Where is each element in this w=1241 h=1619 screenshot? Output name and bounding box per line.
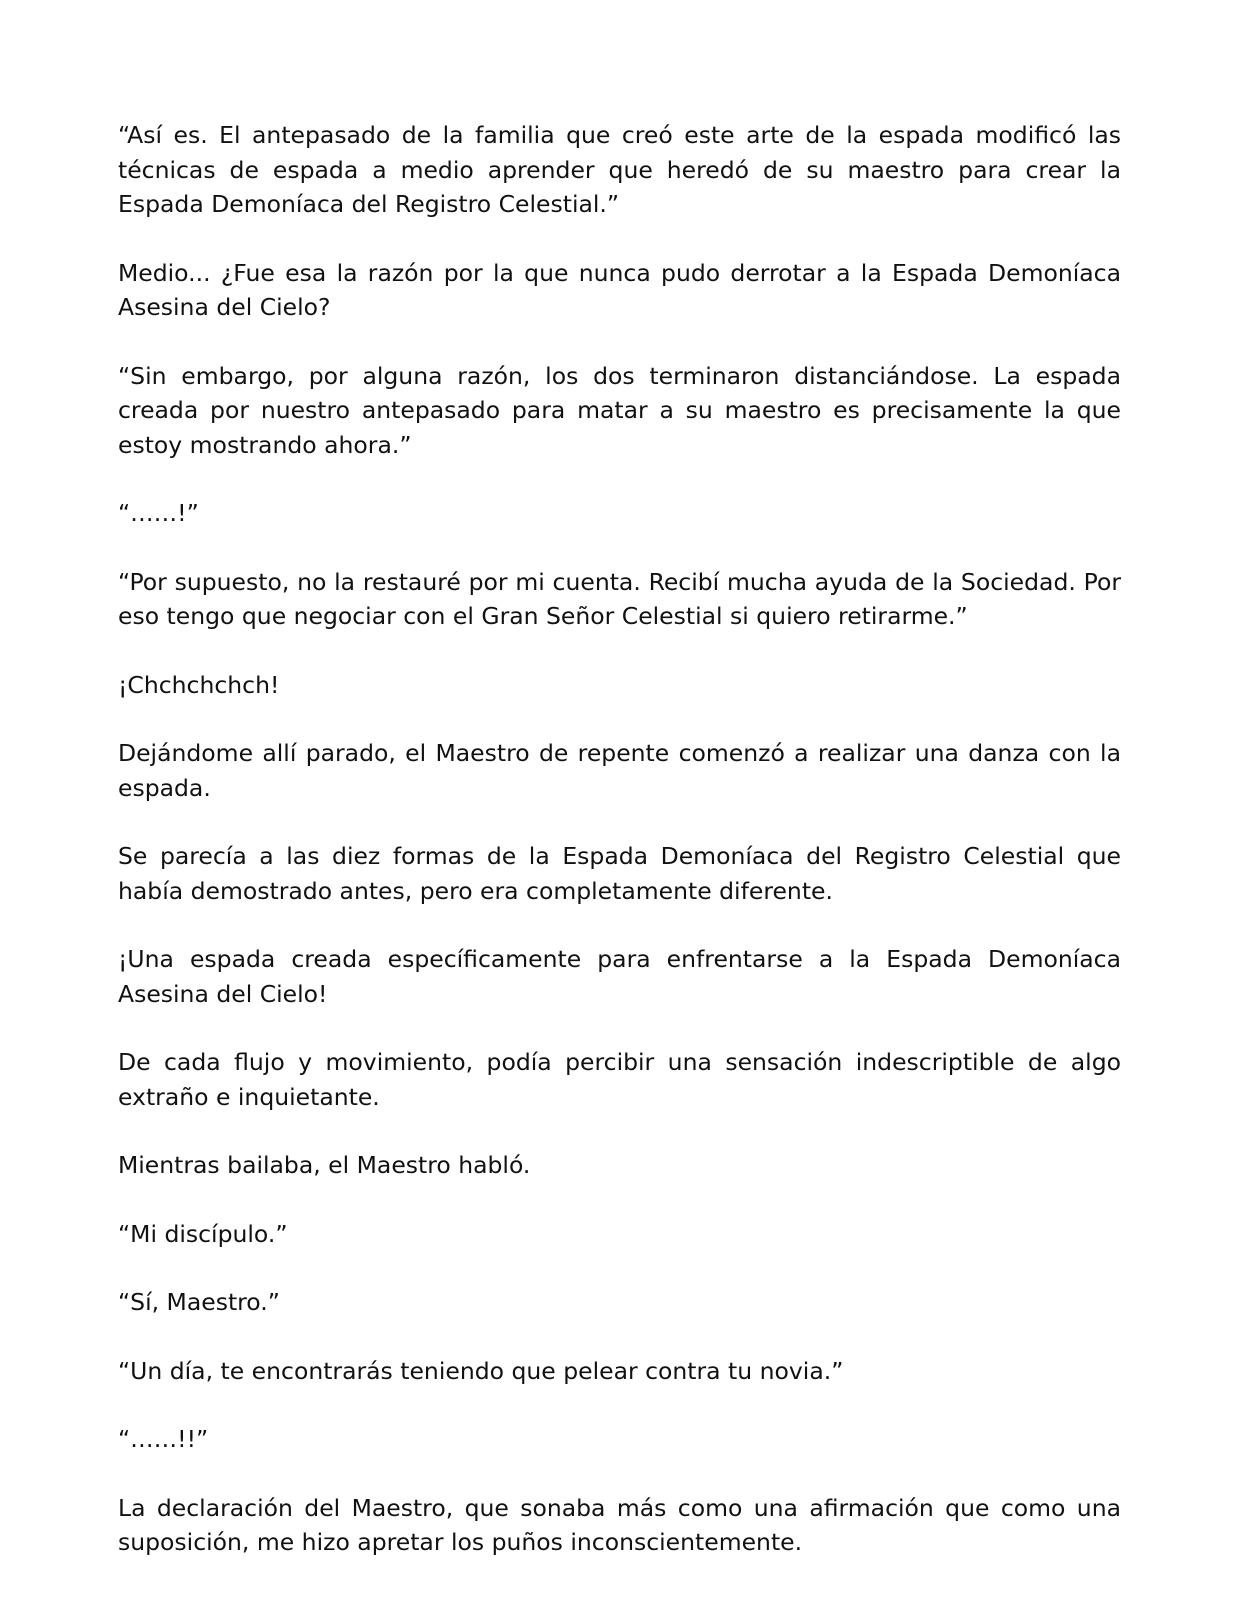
paragraph: “Por supuesto, no la restauré por mi cuenta. Recibí mucha ayuda de la Sociedad. Por eso tengo que negociar con el Gran Señor Celestial si quiero retirarme.”	[118, 567, 1121, 630]
paragraph: “Un día, te encontrarás teniendo que pelear contra tu novia.”	[118, 1356, 844, 1385]
paragraph: “Así es. El antepasado de la familia que creó este arte de la espada modificó las técnicas de espada a medio aprender que heredó de su maestro para crear la Espada Demoníaca del Registro Celestial.”	[118, 121, 1121, 218]
paragraph: “Sí, Maestro.”	[118, 1288, 280, 1316]
paragraph: La declaración del Maestro, que sonaba más como una afirmación que como una suposición, me hizo apretar los puños inconscientemente.	[118, 1493, 1121, 1556]
paragraph: De cada flujo y movimiento, podía percibir una sensación indescriptible de algo extraño e inquietante.	[118, 1048, 1121, 1111]
paragraph: Se parecía a las diez formas de la Espada Demoníaca del Registro Celestial que había demostrado antes, pero era completamente diferente.	[118, 842, 1121, 905]
paragraph: “Mi discípulo.”	[118, 1219, 288, 1248]
document-body	[118, 118, 1121, 1560]
paragraph: “……!!”	[118, 1425, 209, 1453]
paragraph: Dejándome allí parado, el Maestro de repente comenzó a realizar una danza con la espada.	[118, 739, 1121, 802]
paragraph: ¡Una espada creada específicamente para enfrentarse a la Espada Demoníaca Asesina del Cielo!	[118, 945, 1121, 1008]
paragraph: Medio... ¿Fue esa la razón por la que nunca pudo derrotar a la Espada Demoníaca Asesina del Cielo?	[118, 258, 1121, 321]
paragraph: Mientras bailaba, el Maestro habló.	[118, 1151, 531, 1179]
paragraph: “Sin embargo, por alguna razón, los dos terminaron distanciándose. La espada creada por nuestro antepasado para matar a su maestro es precisamente la que estoy mostrando ahora.”	[118, 361, 1121, 459]
paragraph: “……!”	[118, 499, 199, 527]
paragraph: ¡Chchchchch!	[118, 670, 280, 699]
